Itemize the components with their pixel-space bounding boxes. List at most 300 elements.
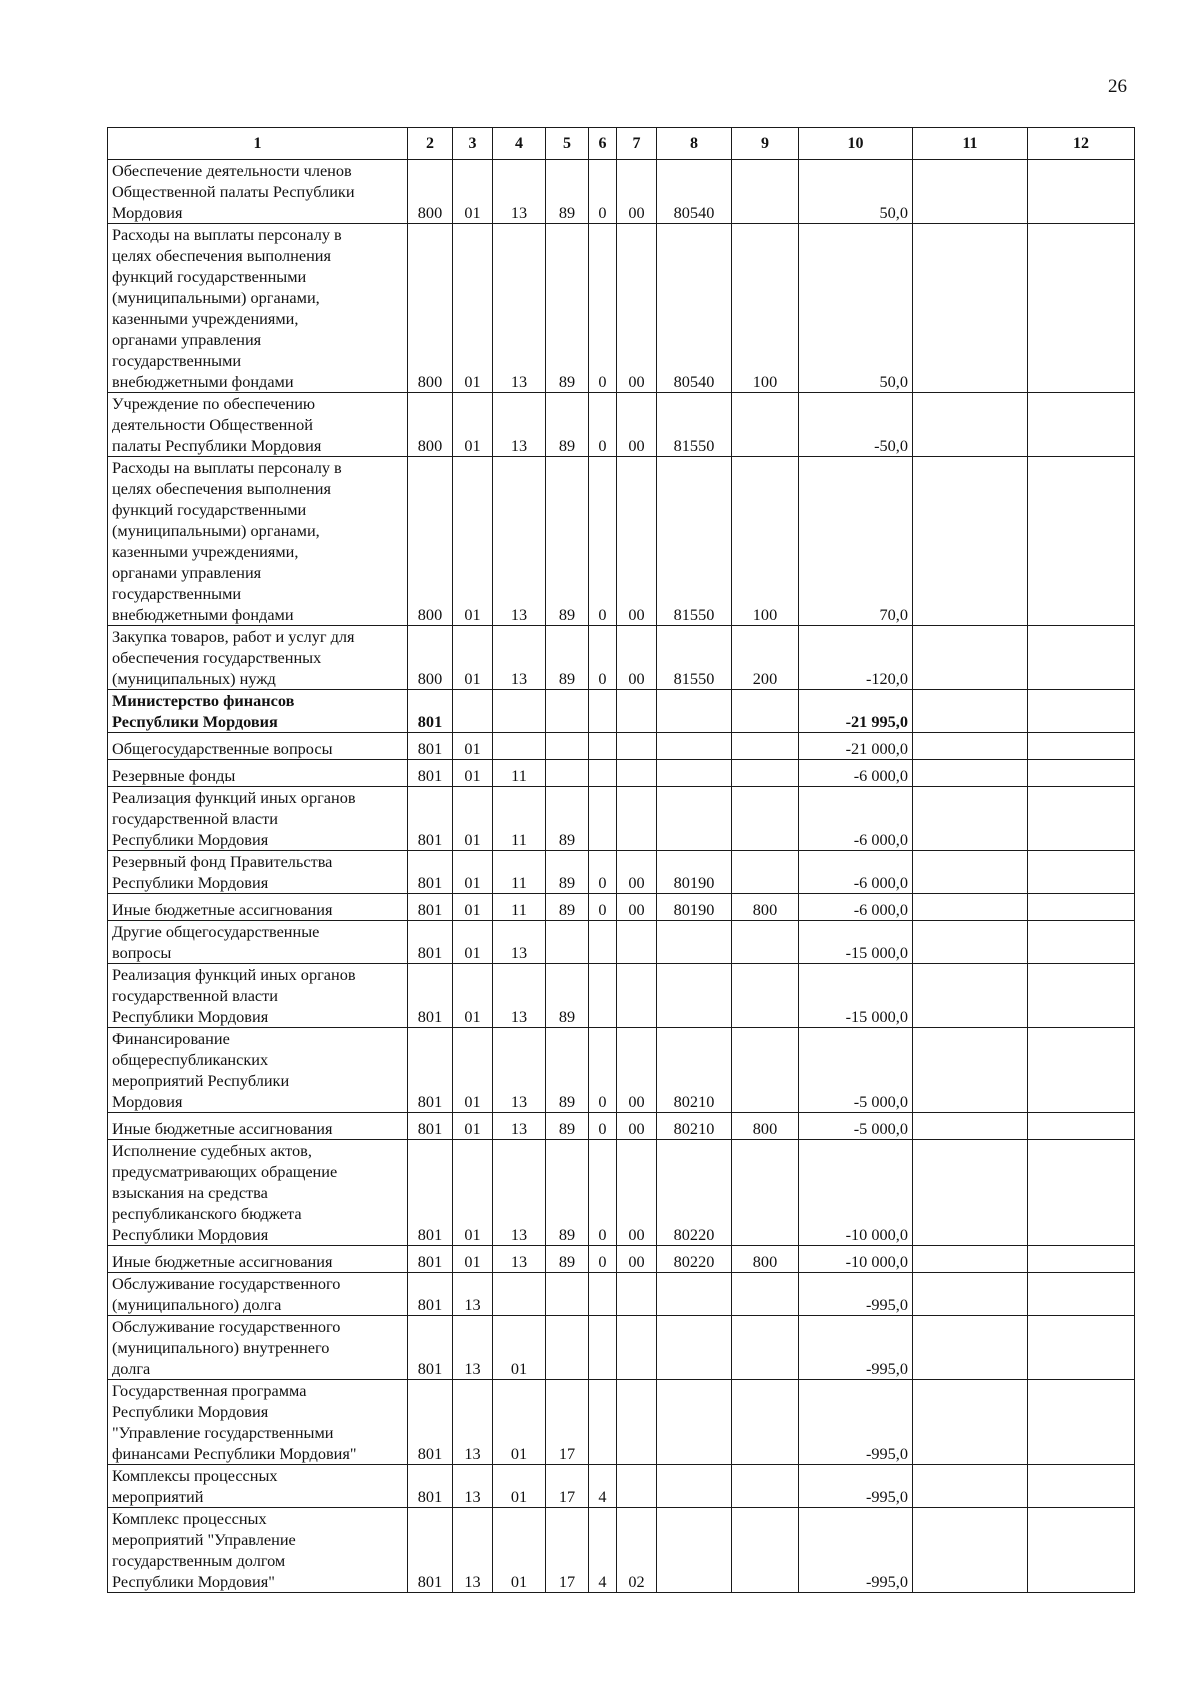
row-code-c2: 801	[408, 851, 453, 894]
row-code-c9	[732, 851, 799, 894]
row-amount: -6 000,0	[799, 894, 913, 921]
row-code-c9	[732, 787, 799, 851]
row-empty-cell	[1028, 1508, 1135, 1593]
row-empty-cell	[913, 787, 1028, 851]
row-code-c6: 0	[589, 457, 617, 626]
row-code-c5: 89	[546, 851, 589, 894]
row-empty-cell	[1028, 1246, 1135, 1273]
row-code-c5: 17	[546, 1465, 589, 1508]
column-header-3: 3	[453, 128, 493, 160]
row-code-c9	[732, 921, 799, 964]
row-code-c3: 01	[453, 1028, 493, 1113]
row-code-c5: 89	[546, 160, 589, 224]
row-amount: -21 995,0	[799, 690, 913, 733]
row-amount: -6 000,0	[799, 851, 913, 894]
table-row	[108, 1273, 1135, 1316]
row-code-c9: 800	[732, 894, 799, 921]
row-code-c5	[546, 1273, 589, 1316]
row-code-c6	[589, 1316, 617, 1380]
row-empty-cell	[913, 1113, 1028, 1140]
row-amount: -5 000,0	[799, 1028, 913, 1113]
row-name: Расходы на выплаты персоналу в целях обеспечения выполнения функций государственными (муниципальными) органами, казенными учреждениями, органами управления государственными внебюджетными фондами	[108, 457, 408, 626]
row-code-c4	[493, 733, 546, 760]
row-empty-cell	[1028, 457, 1135, 626]
row-code-c8	[657, 787, 732, 851]
row-code-c2: 800	[408, 457, 453, 626]
row-code-c6: 0	[589, 851, 617, 894]
row-amount: -6 000,0	[799, 760, 913, 787]
row-code-c4: 13	[493, 626, 546, 690]
table-row	[108, 964, 1135, 1028]
row-code-c6	[589, 733, 617, 760]
row-code-c6: 0	[589, 224, 617, 393]
table-row	[108, 393, 1135, 457]
row-code-c4: 13	[493, 457, 546, 626]
row-code-c7: 00	[617, 626, 657, 690]
row-code-c2: 801	[408, 964, 453, 1028]
row-code-c5: 17	[546, 1508, 589, 1593]
row-name: Иные бюджетные ассигнования	[108, 894, 408, 921]
row-code-c5: 89	[546, 393, 589, 457]
row-empty-cell	[1028, 787, 1135, 851]
row-code-c8: 81550	[657, 626, 732, 690]
row-empty-cell	[1028, 733, 1135, 760]
row-code-c3: 01	[453, 1246, 493, 1273]
row-code-c7	[617, 690, 657, 733]
row-code-c3: 01	[453, 160, 493, 224]
row-code-c4	[493, 690, 546, 733]
row-code-c3: 01	[453, 224, 493, 393]
row-code-c7	[617, 787, 657, 851]
row-code-c6: 0	[589, 894, 617, 921]
row-code-c7	[617, 921, 657, 964]
row-code-c8: 80210	[657, 1028, 732, 1113]
row-code-c6	[589, 1380, 617, 1465]
column-header-8: 8	[657, 128, 732, 160]
row-code-c2: 801	[408, 1273, 453, 1316]
row-name: Общегосударственные вопросы	[108, 733, 408, 760]
table-row	[108, 1113, 1135, 1140]
row-code-c6	[589, 1273, 617, 1316]
row-empty-cell	[913, 851, 1028, 894]
row-empty-cell	[1028, 1028, 1135, 1113]
row-amount: -15 000,0	[799, 964, 913, 1028]
table-row	[108, 760, 1135, 787]
row-code-c9	[732, 1380, 799, 1465]
row-name: Комплекс процессных мероприятий "Управление государственным долгом Республики Мордовия"	[108, 1508, 408, 1593]
row-code-c3: 01	[453, 393, 493, 457]
row-code-c7: 00	[617, 1140, 657, 1246]
row-amount: -995,0	[799, 1316, 913, 1380]
row-code-c6: 0	[589, 393, 617, 457]
row-code-c4: 01	[493, 1508, 546, 1593]
row-code-c4: 11	[493, 894, 546, 921]
row-code-c4: 11	[493, 851, 546, 894]
row-code-c2: 800	[408, 393, 453, 457]
row-code-c3: 01	[453, 964, 493, 1028]
row-amount: -995,0	[799, 1380, 913, 1465]
row-amount: -10 000,0	[799, 1140, 913, 1246]
row-empty-cell	[1028, 393, 1135, 457]
row-code-c9: 100	[732, 457, 799, 626]
row-code-c8	[657, 1508, 732, 1593]
row-amount: -50,0	[799, 393, 913, 457]
row-code-c9: 200	[732, 626, 799, 690]
row-empty-cell	[1028, 626, 1135, 690]
row-code-c4: 13	[493, 921, 546, 964]
row-empty-cell	[913, 1465, 1028, 1508]
row-code-c3: 01	[453, 1113, 493, 1140]
row-code-c8: 80540	[657, 160, 732, 224]
row-code-c7	[617, 733, 657, 760]
row-code-c9	[732, 1465, 799, 1508]
table-row	[108, 626, 1135, 690]
header-row	[108, 128, 1135, 160]
row-code-c5: 89	[546, 626, 589, 690]
row-amount: 50,0	[799, 160, 913, 224]
row-code-c9	[732, 393, 799, 457]
row-code-c6: 0	[589, 1028, 617, 1113]
row-amount: -6 000,0	[799, 787, 913, 851]
row-code-c3: 01	[453, 851, 493, 894]
row-code-c3: 13	[453, 1316, 493, 1380]
column-header-12: 12	[1028, 128, 1135, 160]
row-empty-cell	[1028, 224, 1135, 393]
row-code-c3: 01	[453, 457, 493, 626]
row-name: Расходы на выплаты персоналу в целях обеспечения выполнения функций государственными (муниципальными) органами, казенными учреждениями, органами управления государственными внебюджетными фондами	[108, 224, 408, 393]
row-code-c9	[732, 160, 799, 224]
row-name: Обслуживание государственного (муниципального) долга	[108, 1273, 408, 1316]
row-code-c9	[732, 690, 799, 733]
row-amount: -120,0	[799, 626, 913, 690]
table-row	[108, 690, 1135, 733]
row-code-c9	[732, 1508, 799, 1593]
row-code-c2: 800	[408, 626, 453, 690]
row-empty-cell	[913, 1316, 1028, 1380]
row-code-c3: 01	[453, 921, 493, 964]
row-code-c6: 4	[589, 1508, 617, 1593]
row-code-c4: 13	[493, 1113, 546, 1140]
row-empty-cell	[913, 224, 1028, 393]
table-body	[108, 160, 1135, 1593]
row-code-c8: 81550	[657, 457, 732, 626]
row-empty-cell	[913, 457, 1028, 626]
row-code-c5: 89	[546, 1113, 589, 1140]
row-name: Комплексы процессных мероприятий	[108, 1465, 408, 1508]
table-row	[108, 160, 1135, 224]
row-code-c7	[617, 1316, 657, 1380]
table-row	[108, 733, 1135, 760]
row-code-c5: 89	[546, 1028, 589, 1113]
row-code-c7: 00	[617, 1028, 657, 1113]
row-empty-cell	[1028, 894, 1135, 921]
row-code-c4: 13	[493, 1140, 546, 1246]
budget-table	[107, 127, 1135, 1593]
row-code-c3: 01	[453, 733, 493, 760]
row-code-c9	[732, 1140, 799, 1246]
row-code-c2: 801	[408, 1380, 453, 1465]
row-code-c7: 00	[617, 1246, 657, 1273]
row-name: Иные бюджетные ассигнования	[108, 1246, 408, 1273]
row-code-c2: 801	[408, 1316, 453, 1380]
row-code-c8	[657, 760, 732, 787]
table-row	[108, 921, 1135, 964]
row-name: Резервный фонд Правительства Республики Мордовия	[108, 851, 408, 894]
table-row	[108, 894, 1135, 921]
row-empty-cell	[913, 733, 1028, 760]
table-row	[108, 1465, 1135, 1508]
row-code-c8: 80220	[657, 1140, 732, 1246]
row-empty-cell	[1028, 851, 1135, 894]
row-code-c5: 89	[546, 1246, 589, 1273]
table-row	[108, 1140, 1135, 1246]
row-code-c8: 80210	[657, 1113, 732, 1140]
table-row	[108, 787, 1135, 851]
row-amount: -5 000,0	[799, 1113, 913, 1140]
row-code-c8	[657, 921, 732, 964]
row-amount: 50,0	[799, 224, 913, 393]
row-name: Обеспечение деятельности членов Общественной палаты Республики Мордовия	[108, 160, 408, 224]
row-empty-cell	[913, 626, 1028, 690]
column-header-5: 5	[546, 128, 589, 160]
row-empty-cell	[913, 160, 1028, 224]
row-code-c4: 13	[493, 393, 546, 457]
row-code-c7: 00	[617, 1113, 657, 1140]
row-code-c9: 100	[732, 224, 799, 393]
column-header-7: 7	[617, 128, 657, 160]
row-code-c7: 00	[617, 393, 657, 457]
row-amount: -21 000,0	[799, 733, 913, 760]
row-empty-cell	[1028, 1465, 1135, 1508]
row-code-c3: 01	[453, 1140, 493, 1246]
row-code-c9	[732, 760, 799, 787]
row-code-c3: 13	[453, 1380, 493, 1465]
row-empty-cell	[913, 1380, 1028, 1465]
row-name: Реализация функций иных органов государственной власти Республики Мордовия	[108, 964, 408, 1028]
table-row	[108, 851, 1135, 894]
row-code-c9	[732, 733, 799, 760]
row-empty-cell	[1028, 921, 1135, 964]
row-code-c6: 0	[589, 626, 617, 690]
row-empty-cell	[1028, 160, 1135, 224]
row-empty-cell	[1028, 1113, 1135, 1140]
row-name: Обслуживание государственного (муниципального) внутреннего долга	[108, 1316, 408, 1380]
row-code-c6	[589, 760, 617, 787]
row-code-c4: 11	[493, 787, 546, 851]
row-empty-cell	[1028, 964, 1135, 1028]
row-code-c9: 800	[732, 1113, 799, 1140]
row-code-c4: 01	[493, 1380, 546, 1465]
row-code-c4: 11	[493, 760, 546, 787]
row-code-c5	[546, 921, 589, 964]
row-code-c6: 0	[589, 1140, 617, 1246]
row-code-c2: 801	[408, 1508, 453, 1593]
row-code-c8: 80540	[657, 224, 732, 393]
row-code-c9	[732, 1273, 799, 1316]
row-code-c6: 0	[589, 1246, 617, 1273]
row-code-c7: 00	[617, 851, 657, 894]
row-code-c9	[732, 964, 799, 1028]
row-code-c2: 801	[408, 1246, 453, 1273]
row-amount: -10 000,0	[799, 1246, 913, 1273]
row-code-c2: 801	[408, 690, 453, 733]
row-code-c2: 801	[408, 1465, 453, 1508]
row-name: Учреждение по обеспечению деятельности Общественной палаты Республики Мордовия	[108, 393, 408, 457]
row-code-c8	[657, 1273, 732, 1316]
row-code-c7: 02	[617, 1508, 657, 1593]
row-code-c5: 89	[546, 787, 589, 851]
row-code-c2: 801	[408, 894, 453, 921]
row-code-c7	[617, 1380, 657, 1465]
row-empty-cell	[913, 760, 1028, 787]
row-amount: 70,0	[799, 457, 913, 626]
row-code-c3: 01	[453, 894, 493, 921]
row-code-c8: 81550	[657, 393, 732, 457]
row-code-c5: 89	[546, 224, 589, 393]
row-amount: -995,0	[799, 1465, 913, 1508]
row-code-c7: 00	[617, 224, 657, 393]
row-code-c7	[617, 1465, 657, 1508]
row-code-c8: 80190	[657, 894, 732, 921]
row-code-c7: 00	[617, 457, 657, 626]
row-name: Другие общегосударственные вопросы	[108, 921, 408, 964]
row-code-c2: 801	[408, 921, 453, 964]
row-code-c4: 01	[493, 1316, 546, 1380]
row-code-c5: 89	[546, 457, 589, 626]
row-empty-cell	[913, 1508, 1028, 1593]
row-name: Финансирование общереспубликанских мероприятий Республики Мордовия	[108, 1028, 408, 1113]
row-code-c4: 01	[493, 1465, 546, 1508]
row-code-c2: 801	[408, 1140, 453, 1246]
row-code-c6: 4	[589, 1465, 617, 1508]
row-empty-cell	[913, 690, 1028, 733]
row-code-c8	[657, 1316, 732, 1380]
row-code-c5: 89	[546, 894, 589, 921]
row-empty-cell	[913, 1246, 1028, 1273]
row-code-c2: 800	[408, 160, 453, 224]
row-code-c5: 17	[546, 1380, 589, 1465]
row-name: Государственная программа Республики Мордовия "Управление государственными финансами Республики Мордовия"	[108, 1380, 408, 1465]
row-code-c8	[657, 1465, 732, 1508]
row-code-c8: 80190	[657, 851, 732, 894]
column-header-1: 1	[108, 128, 408, 160]
row-empty-cell	[913, 1140, 1028, 1246]
row-code-c2: 801	[408, 733, 453, 760]
row-code-c2: 801	[408, 1028, 453, 1113]
row-code-c5	[546, 1316, 589, 1380]
table-row	[108, 457, 1135, 626]
row-code-c3: 01	[453, 626, 493, 690]
row-code-c7	[617, 964, 657, 1028]
row-amount: -15 000,0	[799, 921, 913, 964]
row-code-c6: 0	[589, 1113, 617, 1140]
row-code-c9	[732, 1316, 799, 1380]
row-code-c5	[546, 733, 589, 760]
row-empty-cell	[913, 921, 1028, 964]
row-code-c3: 13	[453, 1508, 493, 1593]
row-code-c4: 13	[493, 224, 546, 393]
row-code-c4: 13	[493, 964, 546, 1028]
row-code-c5	[546, 690, 589, 733]
row-code-c7	[617, 760, 657, 787]
row-code-c4: 13	[493, 160, 546, 224]
row-empty-cell	[913, 1273, 1028, 1316]
row-name: Закупка товаров, работ и услуг для обеспечения государственных (муниципальных) нужд	[108, 626, 408, 690]
row-code-c2: 801	[408, 1113, 453, 1140]
row-code-c5	[546, 760, 589, 787]
table-row	[108, 1246, 1135, 1273]
row-name: Реализация функций иных органов государственной власти Республики Мордовия	[108, 787, 408, 851]
column-header-11: 11	[913, 128, 1028, 160]
row-name: Иные бюджетные ассигнования	[108, 1113, 408, 1140]
row-empty-cell	[1028, 1316, 1135, 1380]
column-header-4: 4	[493, 128, 546, 160]
row-code-c4: 13	[493, 1246, 546, 1273]
row-empty-cell	[1028, 1273, 1135, 1316]
row-empty-cell	[1028, 690, 1135, 733]
row-empty-cell	[913, 964, 1028, 1028]
table-row	[108, 1380, 1135, 1465]
column-header-6: 6	[589, 128, 617, 160]
table-row	[108, 1508, 1135, 1593]
row-code-c6	[589, 787, 617, 851]
row-code-c3: 13	[453, 1273, 493, 1316]
row-amount: -995,0	[799, 1273, 913, 1316]
page-number: 26	[1108, 76, 1127, 97]
row-code-c6	[589, 921, 617, 964]
row-code-c3: 13	[453, 1465, 493, 1508]
row-code-c2: 801	[408, 760, 453, 787]
row-code-c3	[453, 690, 493, 733]
row-code-c6: 0	[589, 160, 617, 224]
row-code-c9	[732, 1028, 799, 1113]
row-code-c3: 01	[453, 760, 493, 787]
row-code-c8	[657, 690, 732, 733]
row-code-c8: 80220	[657, 1246, 732, 1273]
row-empty-cell	[1028, 1140, 1135, 1246]
row-amount: -995,0	[799, 1508, 913, 1593]
row-code-c5: 89	[546, 1140, 589, 1246]
row-name: Резервные фонды	[108, 760, 408, 787]
row-empty-cell	[1028, 760, 1135, 787]
row-name: Исполнение судебных актов, предусматривающих обращение взыскания на средства республиканского бюджета Республики Мордовия	[108, 1140, 408, 1246]
row-name: Министерство финансов Республики Мордовия	[108, 690, 408, 733]
row-code-c8	[657, 733, 732, 760]
row-code-c7: 00	[617, 894, 657, 921]
row-code-c8	[657, 1380, 732, 1465]
table-row	[108, 224, 1135, 393]
row-code-c4: 13	[493, 1028, 546, 1113]
row-code-c7	[617, 1273, 657, 1316]
row-empty-cell	[913, 393, 1028, 457]
row-code-c3: 01	[453, 787, 493, 851]
row-code-c6	[589, 690, 617, 733]
column-header-2: 2	[408, 128, 453, 160]
row-code-c2: 800	[408, 224, 453, 393]
table-row	[108, 1028, 1135, 1113]
row-code-c8	[657, 964, 732, 1028]
table-row	[108, 1316, 1135, 1380]
row-code-c9: 800	[732, 1246, 799, 1273]
row-code-c5: 89	[546, 964, 589, 1028]
row-empty-cell	[913, 894, 1028, 921]
row-code-c2: 801	[408, 787, 453, 851]
row-code-c7: 00	[617, 160, 657, 224]
column-header-9: 9	[732, 128, 799, 160]
column-header-10: 10	[799, 128, 913, 160]
row-empty-cell	[1028, 1380, 1135, 1465]
row-code-c4	[493, 1273, 546, 1316]
